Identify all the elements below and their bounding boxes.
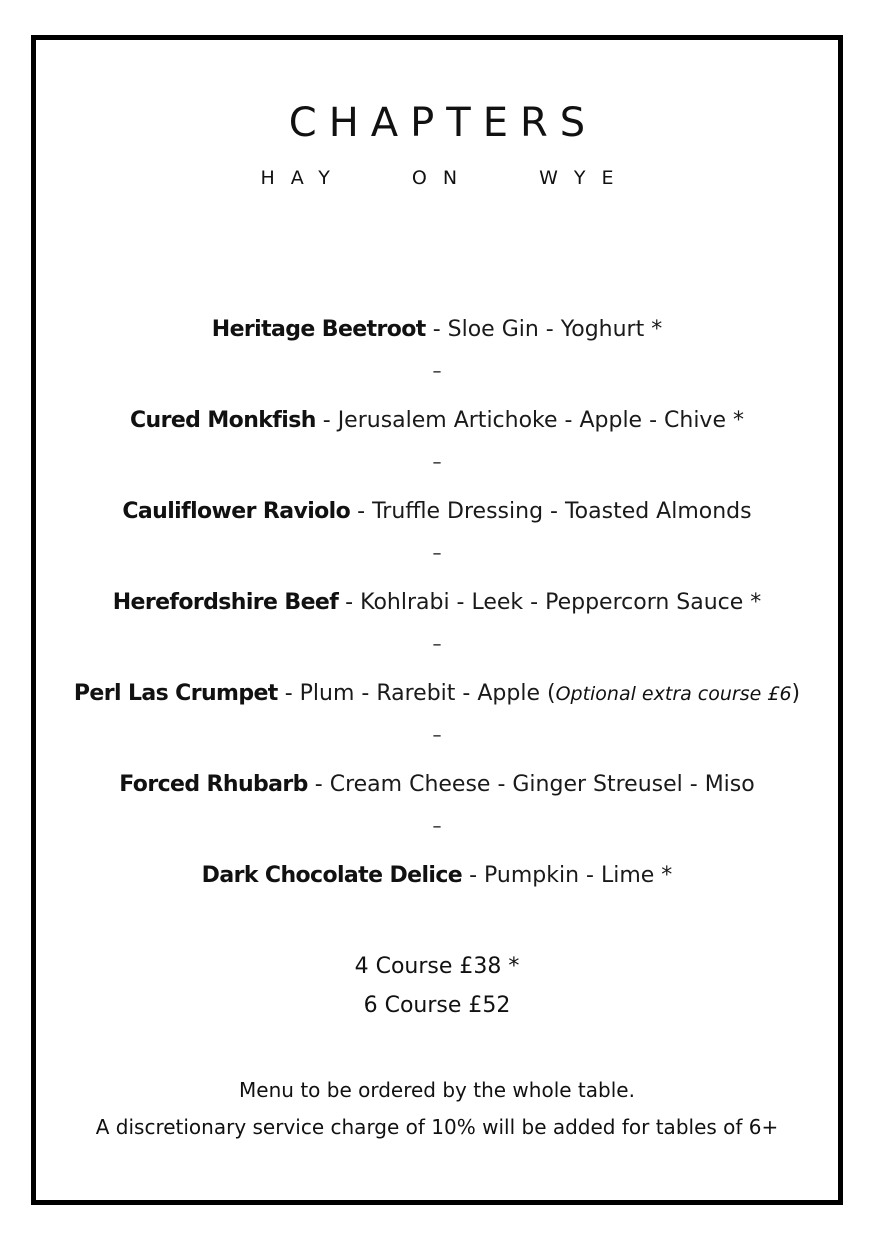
- restaurant-name: CHAPTERS: [288, 100, 598, 146]
- location-word-hay: HAY: [260, 167, 346, 189]
- course-item: [0, 861, 874, 891]
- course-description: - Truffle Dressing - Toasted Almonds: [350, 499, 752, 524]
- location-word-wye: WYE: [539, 167, 630, 189]
- course-name: Heritage Beetroot: [211, 317, 426, 342]
- course-separator: –: [432, 543, 442, 564]
- course-description: - Kohlrabi - Leek - Peppercorn Sauce *: [338, 590, 762, 615]
- close-paren: ): [791, 681, 801, 706]
- course-item: [0, 406, 874, 436]
- course-name: Cured Monkfish: [130, 408, 316, 433]
- course-name: Perl Las Crumpet: [73, 681, 278, 706]
- course-item: [0, 679, 874, 709]
- footer-service-charge-note: A discretionary service charge of 10% will be added for tables of 6+: [95, 1115, 779, 1139]
- course-separator: –: [432, 725, 442, 746]
- course-description: - Plum - Rarebit - Apple: [277, 681, 547, 706]
- restaurant-location: [0, 166, 874, 190]
- footer-ordering-note: Menu to be ordered by the whole table.: [239, 1078, 635, 1102]
- price-four-course: 4 Course £38 *: [354, 954, 520, 979]
- course-name: Dark Chocolate Delice: [201, 863, 463, 888]
- course-optional-note: Optional extra course £6: [555, 683, 792, 705]
- course-item: [0, 497, 874, 527]
- menu-border: [31, 35, 843, 1205]
- course-item: [0, 315, 874, 345]
- course-item: [0, 588, 874, 618]
- course-separator: –: [432, 452, 442, 473]
- course-item: [0, 770, 874, 800]
- location-word-on: ON: [411, 167, 474, 189]
- course-description: - Cream Cheese - Ginger Streusel - Miso: [307, 772, 755, 797]
- course-name: Cauliflower Raviolo: [122, 499, 351, 524]
- open-paren: (: [546, 681, 556, 706]
- course-description: - Sloe Gin - Yoghurt *: [425, 317, 663, 342]
- course-description: - Jerusalem Artichoke - Apple - Chive *: [315, 408, 744, 433]
- course-description: - Pumpkin - Lime *: [462, 863, 673, 888]
- price-six-course: 6 Course £52: [363, 993, 511, 1018]
- course-name: Forced Rhubarb: [119, 772, 308, 797]
- course-name: Herefordshire Beef: [112, 590, 339, 615]
- course-separator: –: [432, 634, 442, 655]
- course-separator: –: [432, 816, 442, 837]
- course-separator: –: [432, 361, 442, 382]
